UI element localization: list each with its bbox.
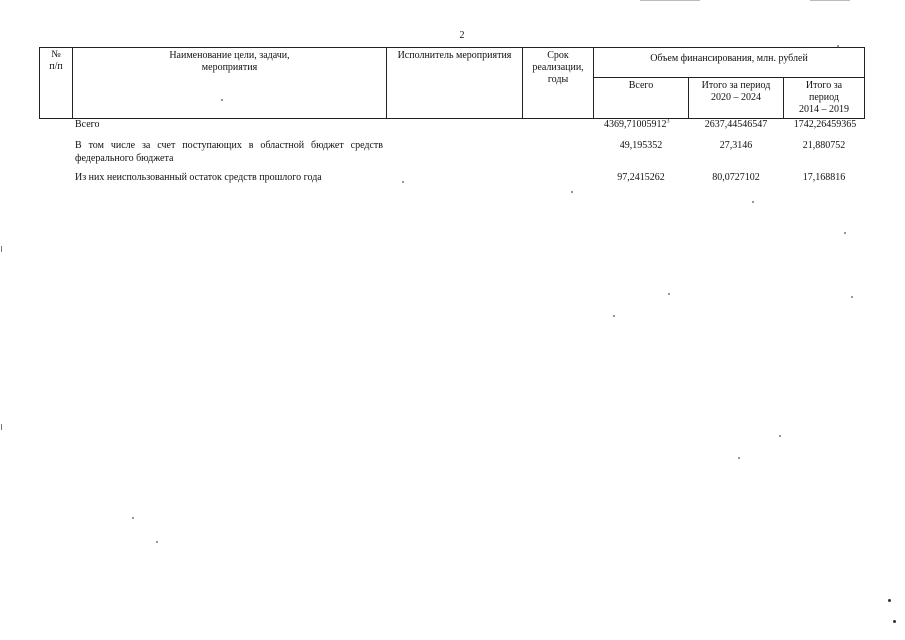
row-total-label: Всего	[75, 119, 100, 130]
row-federal-total: 49,195352	[619, 140, 663, 151]
header-name: Наименование цели, задачи, мероприятия	[169, 50, 290, 73]
scan-speck	[893, 620, 896, 623]
table-top-border	[39, 47, 865, 48]
header-funding: Объем финансирования, млн. рублей	[650, 53, 808, 64]
scan-speck	[132, 517, 134, 519]
scan-speck	[888, 599, 891, 602]
row-unused-label: Из них неиспользованный остаток средств прошлого года	[75, 172, 322, 183]
scan-speck	[156, 541, 158, 543]
scan-speck	[571, 191, 573, 193]
row-unused-2014-2019: 17,168816	[802, 172, 846, 183]
scan-edge-mark	[810, 0, 850, 1]
header-executor: Исполнитель мероприятия	[397, 50, 512, 61]
row-federal-label: В том числе за счет поступающих в областной бюджет средств федерального бюджета	[75, 140, 383, 164]
row-federal-2020-2024: 27,3146	[719, 140, 753, 151]
scan-edge-mark	[640, 0, 700, 1]
scan-speck	[779, 435, 781, 437]
row-unused-total: 97,2415262	[617, 172, 665, 183]
row-unused-2020-2024: 80,0727102	[712, 172, 760, 183]
page-number: 2	[459, 30, 465, 41]
scan-speck	[221, 99, 223, 101]
header-total: Всего	[628, 80, 654, 91]
scan-speck	[844, 232, 846, 234]
scan-speck	[752, 201, 754, 203]
scan-speck	[738, 457, 740, 459]
scan-speck	[851, 296, 853, 298]
header-total-2014-2019: Итого за период 2014 – 2019	[799, 80, 849, 115]
header-period: Срок реализации, годы	[532, 50, 584, 85]
scan-speck	[668, 293, 670, 295]
header-number: № п/п	[49, 49, 63, 72]
row-federal-2014-2019: 21,880752	[802, 140, 846, 151]
footnote-mark: 3	[666, 118, 670, 125]
scan-speck	[837, 45, 839, 47]
row-total-2014-2019: 1742,26459365	[793, 119, 857, 130]
table-right-border	[864, 47, 865, 119]
row-total-2020-2024: 2637,44546547	[704, 119, 768, 130]
header-total-2020-2024: Итого за период 2020 – 2024	[701, 80, 771, 103]
scan-speck	[1, 424, 2, 430]
row-total-value: 4369,71005912$^3$	[604, 118, 670, 130]
scan-speck	[1, 246, 2, 252]
funding-subheader-divider	[593, 77, 865, 78]
scan-speck	[613, 315, 615, 317]
scan-speck	[402, 181, 404, 183]
